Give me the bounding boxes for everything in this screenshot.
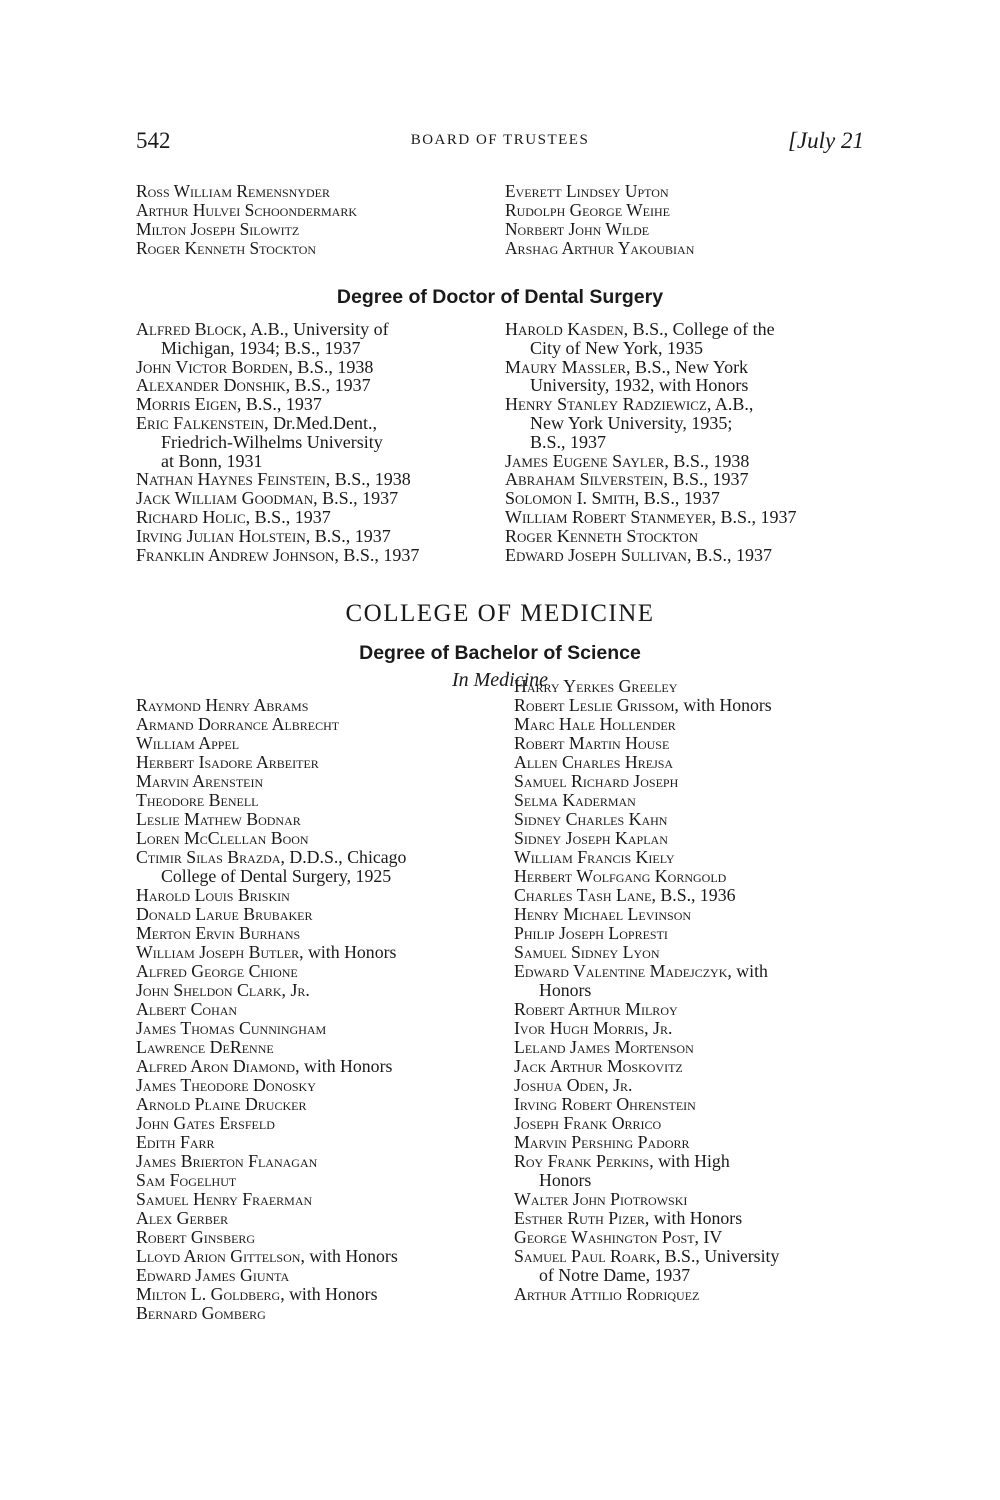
graduate-name: Robert Arthur Milroy <box>514 999 678 1019</box>
graduate-entry <box>136 1095 406 1114</box>
graduate-entry <box>136 791 406 810</box>
graduate-name: Marvin Pershing Padorr <box>514 1132 690 1152</box>
graduate-entry <box>514 715 779 734</box>
graduate-detail-continued: Michigan, 1934; B.S., 1937 <box>161 337 361 358</box>
name-entry: Arthur Hulvei Schoondermark <box>136 199 357 220</box>
page-number: 542 <box>136 128 171 153</box>
graduate-detail: , with Honors <box>674 695 772 715</box>
graduate-name: Alfred George Chione <box>136 961 298 981</box>
graduate-name: Franklin Andrew Johnson <box>136 544 335 565</box>
graduate-entry <box>136 924 406 943</box>
graduate-entry <box>136 358 419 377</box>
graduate-detail-continued: of Notre Dame, 1937 <box>539 1265 691 1285</box>
graduate-detail: , B.S., 1937 <box>663 469 749 490</box>
graduate-entry <box>514 1000 779 1019</box>
graduate-entry <box>514 696 779 715</box>
graduate-name: Herbert Wolfgang Korngold <box>514 866 727 886</box>
graduate-name: Edith Farr <box>136 1132 215 1152</box>
graduate-name: John Sheldon Clark, Jr. <box>136 980 310 1000</box>
name-entry: Norbert John Wilde <box>505 218 650 239</box>
graduate-entry <box>514 943 779 962</box>
graduate-name: Arthur Attilio Rodriquez <box>514 1284 700 1304</box>
graduate-entry <box>136 810 406 829</box>
graduate-name: Eric Falkenstein <box>136 412 265 433</box>
graduate-detail-continued: College of Dental Surgery, 1925 <box>161 866 392 886</box>
graduate-entry <box>136 1247 406 1266</box>
graduate-name: Samuel Henry Fraerman <box>136 1189 313 1209</box>
graduate-entry <box>136 696 406 715</box>
graduate-name: Alfred Block <box>136 319 243 339</box>
graduate-detail: , B.S., 1937 <box>686 544 772 565</box>
graduate-name: Marc Hale Hollender <box>514 714 676 734</box>
dental-list-right <box>505 320 797 564</box>
graduate-entry <box>136 546 419 565</box>
graduate-entry <box>136 1190 406 1209</box>
graduate-name: Harold Louis Briskin <box>136 885 290 905</box>
graduate-entry <box>136 470 419 489</box>
graduate-entry <box>505 508 797 527</box>
graduate-detail: , B.S., University <box>655 1246 780 1266</box>
graduate-detail: , with Honors <box>300 1246 398 1266</box>
graduate-entry <box>514 1190 779 1209</box>
graduate-name: Allen Charles Hrejsa <box>514 752 674 772</box>
graduate-name: William Appel <box>136 733 240 753</box>
graduate-entry <box>514 962 779 981</box>
top-names-right <box>505 182 694 258</box>
graduate-entry <box>505 470 797 489</box>
graduate-name: Joseph Frank Orrico <box>514 1113 662 1133</box>
dental-list-left <box>136 320 419 564</box>
graduate-detail: , B.S., 1937 <box>245 506 331 527</box>
graduate-detail: , A.B., University of <box>242 319 389 339</box>
graduate-name: Ivor Hugh Morris, Jr. <box>514 1018 673 1038</box>
graduate-entry <box>136 943 406 962</box>
graduate-name: James Brierton Flanagan <box>136 1151 318 1171</box>
graduate-entry <box>136 905 406 924</box>
name-entry: Roger Kenneth Stockton <box>136 237 317 258</box>
graduate-entry <box>514 1076 779 1095</box>
graduate-name: Harry Yerkes Greeley <box>514 676 678 696</box>
graduate-name: Milton L. Goldberg <box>136 1284 281 1304</box>
graduate-detail-continued: Friedrich-Wilhelms University <box>161 431 383 452</box>
name-entry: Arshag Arthur Yakoubian <box>505 237 695 258</box>
graduate-detail-continued: at Bonn, 1931 <box>161 450 263 471</box>
graduate-entry <box>514 829 779 848</box>
graduate-name: Samuel Sidney Lyon <box>514 942 660 962</box>
graduate-detail-continued: City of New York, 1935 <box>530 337 704 358</box>
graduate-entry <box>136 527 419 546</box>
graduate-entry <box>136 1057 406 1076</box>
graduate-entry <box>514 867 779 886</box>
graduate-name: Richard Holic <box>136 506 246 527</box>
graduate-entry <box>505 320 797 339</box>
graduate-name: Harold Kasden <box>505 319 624 339</box>
name-entry: Ross William Remensnyder <box>136 181 330 201</box>
graduate-name: Sam Fogelhut <box>136 1170 237 1190</box>
graduate-detail: , Dr.Med.Dent., <box>264 412 378 433</box>
graduate-entry <box>505 358 797 377</box>
graduate-entry <box>514 1114 779 1133</box>
graduate-entry <box>514 1019 779 1038</box>
graduate-name: Edward James Giunta <box>136 1265 290 1285</box>
graduate-name: Sidney Charles Kahn <box>514 809 668 829</box>
graduate-detail: , B.S., 1938 <box>664 450 750 471</box>
graduate-entry <box>136 715 406 734</box>
name-entry: Milton Joseph Silowitz <box>136 218 300 239</box>
graduate-name: James Eugene Sayler <box>505 450 665 471</box>
graduate-entry <box>136 848 406 867</box>
graduate-detail: , B.S., 1937 <box>634 488 720 509</box>
page-header <box>136 128 864 158</box>
graduate-name: Walter John Piotrowski <box>514 1189 688 1209</box>
graduate-entry <box>136 395 419 414</box>
graduate-name: Albert Cohan <box>136 999 238 1019</box>
graduate-detail: , with Honors <box>644 1208 743 1228</box>
graduate-entry <box>136 320 419 339</box>
graduate-name: Merton Ervin Burhans <box>136 923 301 943</box>
graduate-name: James Theodore Donosky <box>136 1075 316 1095</box>
graduate-detail: , with Honors <box>295 1056 393 1076</box>
graduate-name: Donald Larue Brubaker <box>136 904 313 924</box>
top-names-left <box>136 182 357 258</box>
graduate-entry <box>136 1019 406 1038</box>
graduate-name: Armand Dorrance Albrecht <box>136 714 340 734</box>
graduate-name: George Washington Post, IV <box>514 1227 723 1247</box>
graduate-entry <box>514 810 779 829</box>
graduate-name: Solomon I. Smith <box>505 488 635 509</box>
graduate-name: Esther Ruth Pizer <box>514 1208 645 1228</box>
graduate-name: Arnold Plaine Drucker <box>136 1094 307 1114</box>
graduate-entry <box>136 1152 406 1171</box>
graduate-name: Alex Gerber <box>136 1208 229 1228</box>
graduate-entry <box>514 1228 779 1247</box>
graduate-entry <box>514 1247 779 1266</box>
name-entry: Rudolph George Weihe <box>505 199 670 220</box>
graduate-entry <box>136 1266 406 1285</box>
graduate-name: Sidney Joseph Kaplan <box>514 828 668 848</box>
graduate-name: James Thomas Cunningham <box>136 1018 327 1038</box>
graduate-entry <box>514 1057 779 1076</box>
graduate-entry <box>514 1038 779 1057</box>
graduate-name: Robert Ginsberg <box>136 1227 256 1247</box>
graduate-name: Edward Joseph Sullivan <box>505 544 687 565</box>
graduate-entry <box>514 848 779 867</box>
graduate-name: Irving Robert Ohrenstein <box>514 1094 696 1114</box>
graduate-name: Bernard Gomberg <box>136 1303 266 1323</box>
graduate-detail: , A.B., <box>706 394 754 415</box>
graduate-name: Samuel Richard Joseph <box>514 771 679 791</box>
graduate-entry <box>514 905 779 924</box>
header-date: [July 21 <box>787 128 864 153</box>
graduate-detail: , B.S., 1938 <box>288 356 374 377</box>
graduate-entry <box>514 1133 779 1152</box>
graduate-name: Samuel Paul Roark <box>514 1246 656 1266</box>
graduate-name: William Robert Stanmeyer <box>505 506 712 527</box>
graduate-detail: , B.S., 1937 <box>334 544 420 565</box>
graduate-name: Irving Julian Holstein <box>136 525 306 546</box>
graduate-name: Henry Stanley Radziewicz <box>505 394 707 415</box>
name-entry: Everett Lindsey Upton <box>505 181 669 201</box>
graduate-detail: , with <box>727 961 768 981</box>
graduate-name: Morris Eigen <box>136 394 237 415</box>
graduate-name: Selma Kaderman <box>514 790 636 810</box>
graduate-name: Nathan Haynes Feinstein <box>136 469 326 490</box>
graduate-detail: , B.S., 1937 <box>236 394 322 415</box>
graduate-name: Herbert Isadore Arbeiter <box>136 752 319 772</box>
dental-degree-heading: Degree of Doctor of Dental Surgery <box>336 286 664 308</box>
graduate-detail-continued: New York University, 1935; <box>530 412 733 433</box>
graduate-name: Loren McClellan Boon <box>136 828 309 848</box>
graduate-entry <box>514 1095 779 1114</box>
graduate-entry <box>505 395 797 414</box>
graduate-detail-continued: University, 1932, with Honors <box>530 375 749 396</box>
graduate-name: Robert Leslie Grissom <box>514 695 675 715</box>
medicine-list-left <box>136 696 406 1323</box>
graduate-name: Joshua Oden, Jr. <box>514 1075 633 1095</box>
graduate-name: Marvin Arenstein <box>136 771 264 791</box>
graduate-entry <box>136 1209 406 1228</box>
graduate-name: Ctimir Silas Brazda <box>136 847 281 867</box>
graduate-entry <box>514 753 779 772</box>
graduate-entry <box>136 753 406 772</box>
graduate-name: William Joseph Butler <box>136 942 300 962</box>
graduate-entry <box>505 489 797 508</box>
graduate-name: Charles Tash Lane <box>514 885 652 905</box>
college-title: COLLEGE OF MEDICINE <box>345 600 655 627</box>
graduate-detail: , B.S., 1936 <box>651 885 736 905</box>
graduate-entry <box>136 1171 406 1190</box>
graduate-entry <box>136 414 419 433</box>
graduate-entry <box>136 1076 406 1095</box>
graduate-name: John Victor Borden <box>136 356 289 377</box>
graduate-detail-continued: B.S., 1937 <box>530 431 607 452</box>
graduate-detail: , B.S., 1938 <box>325 469 411 490</box>
graduate-detail: , B.S., 1937 <box>305 525 391 546</box>
graduate-entry <box>505 546 797 565</box>
graduate-name: Roy Frank Perkins <box>514 1151 650 1171</box>
graduate-name: William Francis Kiely <box>514 847 675 867</box>
graduate-detail: , B.S., College of the <box>623 319 775 339</box>
graduate-name: Roger Kenneth Stockton <box>505 525 699 546</box>
graduate-entry <box>136 981 406 1000</box>
bachelor-degree-heading: Degree of Bachelor of Science <box>359 642 641 664</box>
graduate-entry <box>136 376 419 395</box>
graduate-entry <box>136 1133 406 1152</box>
graduate-entry <box>136 829 406 848</box>
graduate-name: Edward Valentine Madejczyk <box>514 961 728 981</box>
graduate-name: Leslie Mathew Bodnar <box>136 809 301 829</box>
running-title: BOARD OF TRUSTEES <box>410 132 590 148</box>
graduate-entry <box>136 1228 406 1247</box>
graduate-entry <box>514 677 779 696</box>
graduate-detail: , B.S., 1937 <box>711 506 797 527</box>
graduate-name: Theodore Benell <box>136 790 259 810</box>
graduate-entry <box>136 1114 406 1133</box>
graduate-name: Jack Arthur Moskovitz <box>514 1056 683 1076</box>
graduate-entry <box>505 527 797 546</box>
graduate-name: Henry Michael Levinson <box>514 904 692 924</box>
graduate-name: Raymond Henry Abrams <box>136 695 309 715</box>
graduate-entry <box>136 1285 406 1304</box>
graduate-name: Philip Joseph Lopresti <box>514 923 668 943</box>
graduate-name: Maury Massler <box>505 356 627 377</box>
graduate-entry <box>514 791 779 810</box>
degree-subheading: In Medicine <box>451 669 549 691</box>
graduate-entry <box>136 489 419 508</box>
graduate-name: Robert Martin House <box>514 733 670 753</box>
graduate-name: Alfred Aron Diamond <box>136 1056 296 1076</box>
graduate-entry <box>136 886 406 905</box>
graduate-name: Alexander Donshik <box>136 375 286 396</box>
graduate-entry <box>514 924 779 943</box>
graduate-name: Lloyd Arion Gittelson <box>136 1246 301 1266</box>
graduate-name: Lawrence DeRenne <box>136 1037 274 1057</box>
graduate-detail: , with High <box>649 1151 730 1171</box>
graduate-entry <box>514 734 779 753</box>
graduate-name: Abraham Silverstein <box>505 469 664 490</box>
graduate-entry <box>136 1304 406 1323</box>
graduate-entry <box>136 508 419 527</box>
graduate-detail: , with Honors <box>280 1284 378 1304</box>
graduate-entry <box>514 886 779 905</box>
graduate-entry <box>136 1038 406 1057</box>
graduate-entry <box>514 1285 779 1304</box>
graduate-detail: , B.S., 1937 <box>285 375 371 396</box>
graduate-detail-continued: Honors <box>539 1170 592 1190</box>
graduate-entry <box>514 772 779 791</box>
graduate-entry <box>136 772 406 791</box>
graduate-entry <box>136 734 406 753</box>
graduate-entry <box>514 1209 779 1228</box>
graduate-detail: , with Honors <box>299 942 397 962</box>
graduate-name: Jack William Goodman <box>136 488 314 509</box>
graduate-entry <box>505 452 797 471</box>
graduate-detail: , B.S., New York <box>626 356 749 377</box>
graduate-detail: , B.S., 1937 <box>313 488 399 509</box>
graduate-name: Leland James Mortenson <box>514 1037 694 1057</box>
graduate-entry <box>136 1000 406 1019</box>
medicine-list-right <box>514 677 779 1304</box>
graduate-entry <box>136 962 406 981</box>
graduate-entry <box>514 1152 779 1171</box>
graduate-detail: , D.D.S., Chicago <box>280 847 407 867</box>
graduate-name: John Gates Ersfeld <box>136 1113 275 1133</box>
graduate-detail-continued: Honors <box>539 980 592 1000</box>
